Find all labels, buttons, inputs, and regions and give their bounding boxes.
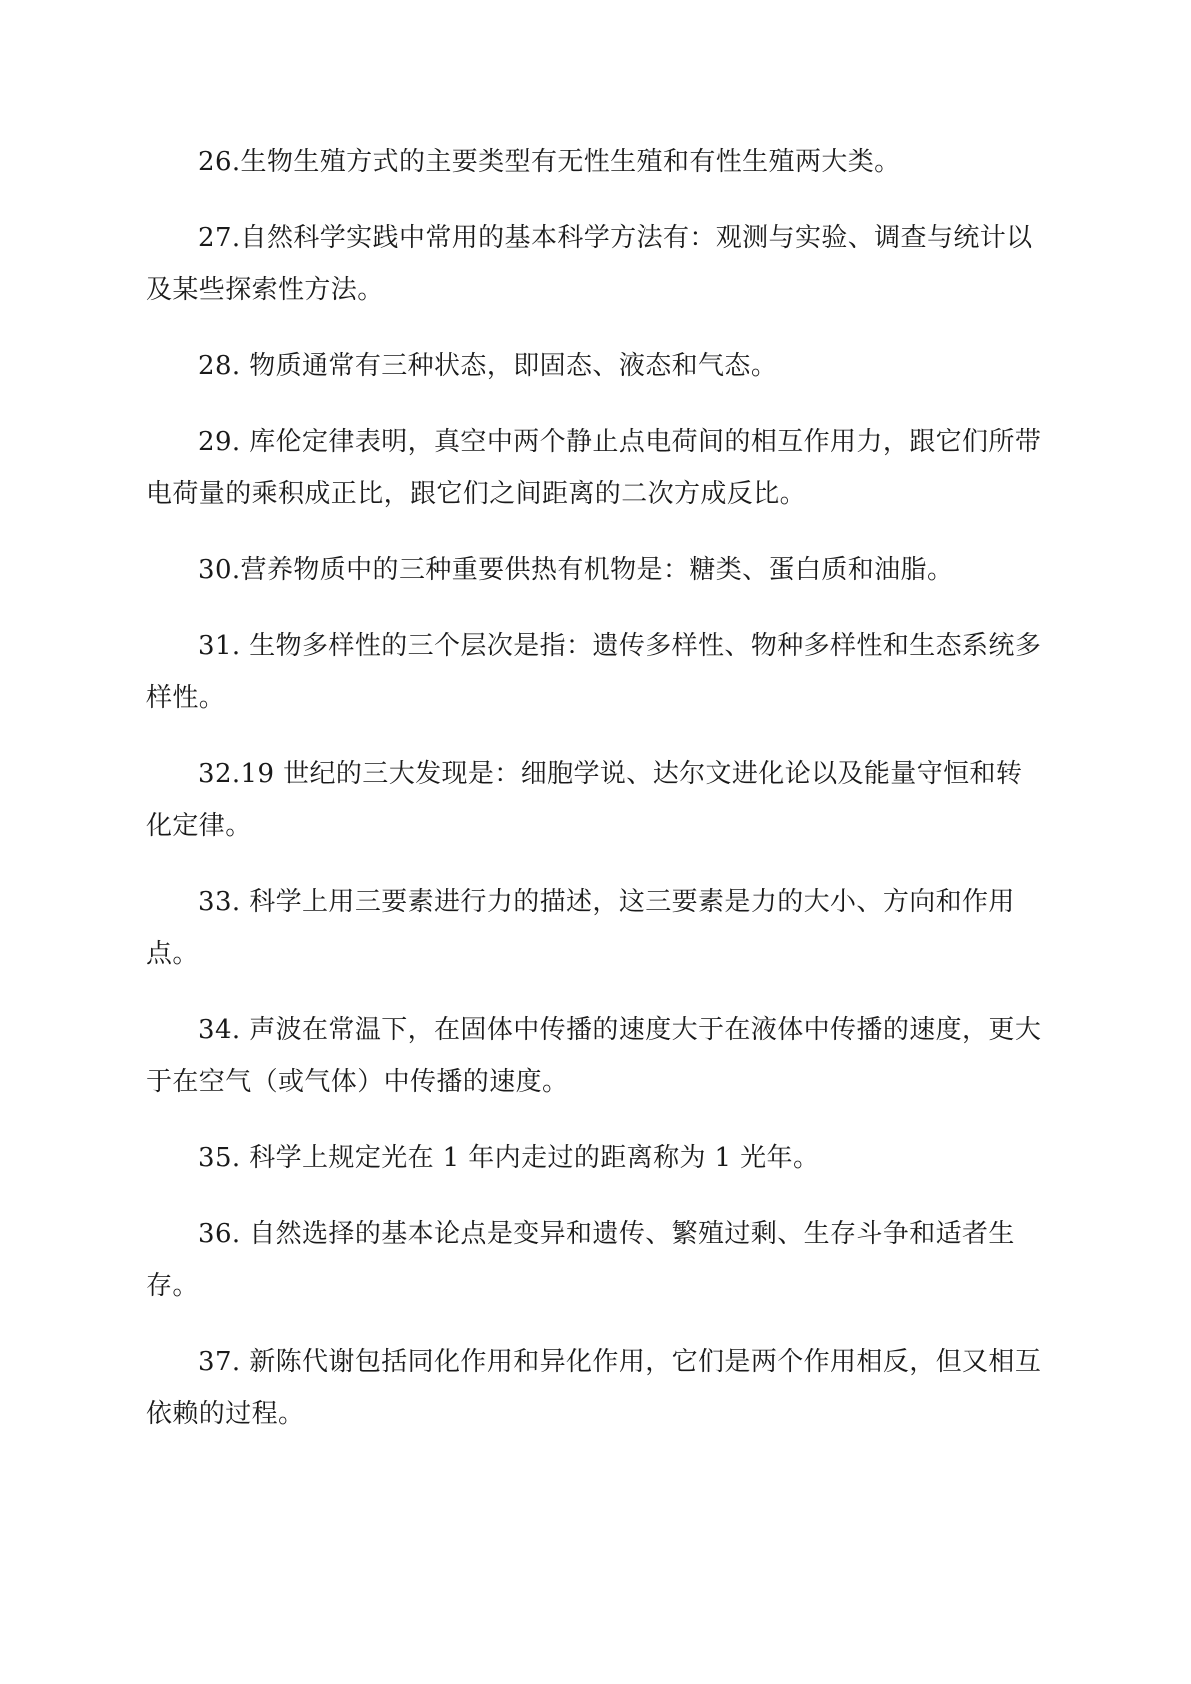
- document-body: [146, 136, 1048, 1464]
- paragraph-29: 29. 库伦定律表明，真空中两个静止点电荷间的相互作用力，跟它们所带电荷量的乘积成正比，跟它们之间距离的二次方成反比。: [146, 427, 1042, 509]
- paragraph-30: 30.营养物质中的三种重要供热有机物是：糖类、蛋白质和油脂。: [198, 555, 954, 585]
- paragraph-27: 27.自然科学实践中常用的基本科学方法有：观测与实验、调查与统计以及某些探索性方法。: [146, 223, 1033, 305]
- paragraph-33: 33. 科学上用三要素进行力的描述，这三要素是力的大小、方向和作用点。: [146, 887, 1015, 969]
- paragraph-31: 31. 生物多样性的三个层次是指：遗传多样性、物种多样性和生态系统多样性。: [146, 631, 1042, 713]
- paragraph-26: 26.生物生殖方式的主要类型有无性生殖和有性生殖两大类。: [198, 147, 901, 177]
- paragraph-32: 32.19 世纪的三大发现是：细胞学说、达尔文进化论以及能量守恒和转化定律。: [146, 759, 1023, 841]
- paragraph-36: 36. 自然选择的基本论点是变异和遗传、繁殖过剩、生存斗争和适者生存。: [146, 1219, 1015, 1301]
- paragraph-34: 34. 声波在常温下，在固体中传播的速度大于在液体中传播的速度，更大于在空气（或气体）中传播的速度。: [146, 1015, 1042, 1097]
- paragraph-28: 28. 物质通常有三种状态，即固态、液态和气态。: [198, 351, 778, 381]
- paragraph-35: 35. 科学上规定光在 1 年内走过的距离称为 1 光年。: [198, 1143, 820, 1173]
- paragraph-37: 37. 新陈代谢包括同化作用和异化作用，它们是两个作用相反，但又相互依赖的过程。: [146, 1347, 1042, 1429]
